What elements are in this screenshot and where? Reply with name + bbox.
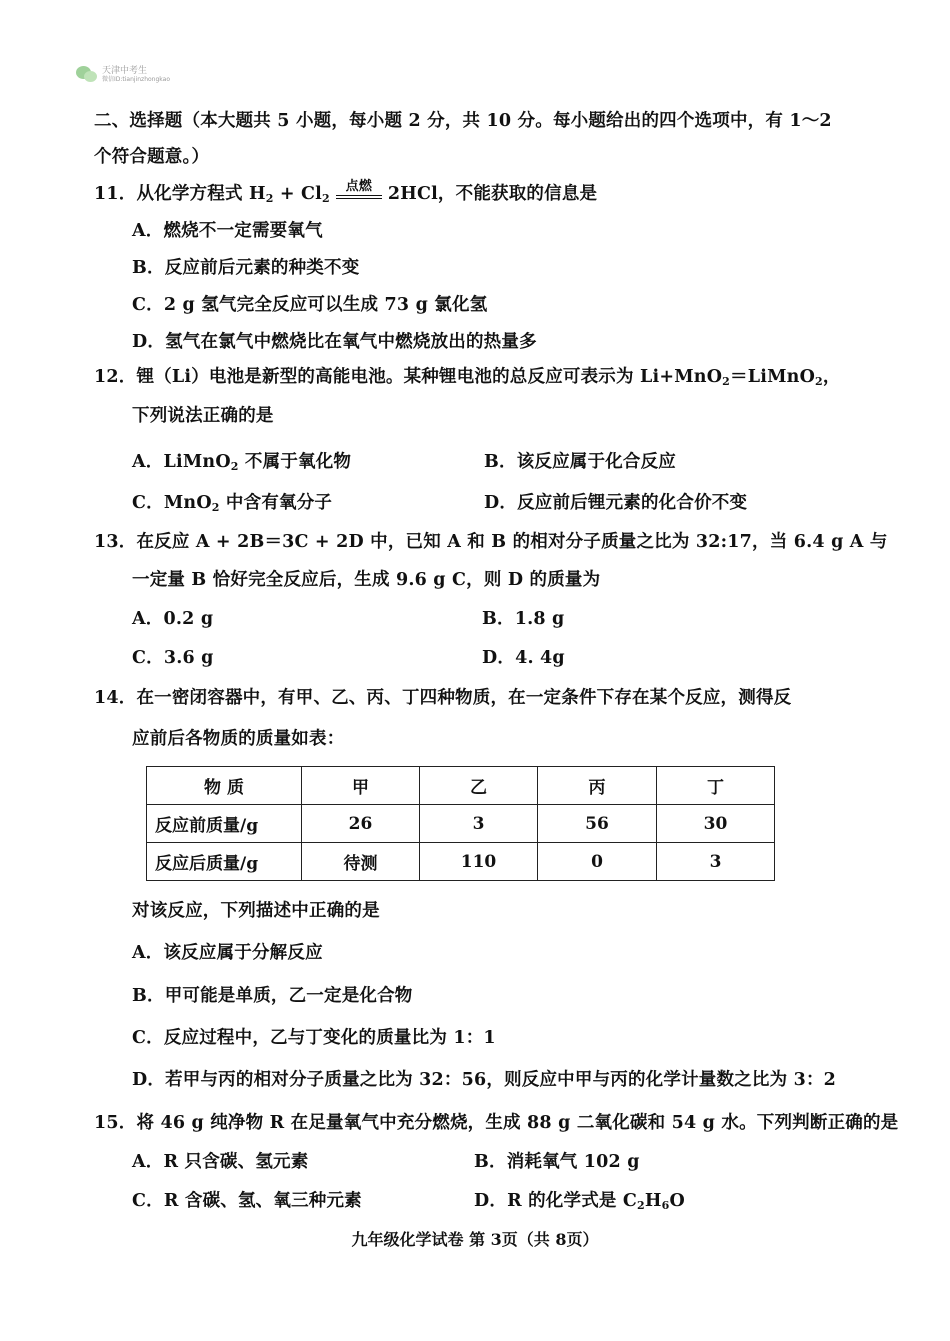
watermark-title: 天津中考生	[102, 66, 148, 77]
q12-option-a: A．LiMnO$_2$ 不属于氧化物	[132, 452, 352, 473]
table-cell: 待测	[302, 843, 420, 881]
q14-option-c: C．反应过程中，乙与丁变化的质量比为 1：1	[132, 1028, 496, 1048]
table-header-row	[147, 767, 775, 805]
q14-option-d: D．若甲与丙的相对分子质量之比为 32：56，则反应中甲与丙的化学计量数之比为 3：2	[132, 1070, 837, 1090]
chat-bubble-icon	[76, 66, 98, 84]
mass-table	[146, 766, 775, 881]
q12-option-b: B．该反应属于化合反应	[484, 452, 676, 472]
table-row	[147, 805, 775, 843]
table-header-cell: 物 质	[147, 767, 302, 805]
table-cell: 56	[538, 805, 657, 843]
table-header-cell: 丙	[538, 767, 657, 805]
question-13-stem: 13．在反应 A + 2B＝3C + 2D 中，已知 A 和 B 的相对分子质量之比为 32:17，当 6.4 g A 与	[94, 532, 888, 552]
table-cell: 30	[657, 805, 775, 843]
question-14-stem-line2: 应前后各物质的质量如表：	[132, 729, 345, 749]
question-14-stem-2: 对该反应，下列描述中正确的是	[132, 901, 380, 921]
section-header-line1: 二、选择题（本大题共 5 小题，每小题 2 分，共 10 分。每小题给出的四个选项中，有 1～2	[94, 111, 832, 131]
q11-option-d: D．氢气在氯气中燃烧比在氧气中燃烧放出的热量多	[132, 332, 537, 352]
table-cell: 0	[538, 843, 657, 881]
table-cell: 3	[420, 805, 538, 843]
q13-option-a: A．0.2 g	[132, 609, 214, 629]
question-14-stem: 14．在一密闭容器中，有甲、乙、丙、丁四种物质，在一定条件下存在某个反应，测得反	[94, 688, 792, 708]
q15-option-d: D．R 的化学式是 $C_2H_6O$	[474, 1191, 685, 1212]
table-row-label: 反应前质量/g	[147, 805, 302, 843]
q14-option-a: A．该反应属于分解反应	[132, 943, 323, 963]
table-cell: 110	[420, 843, 538, 881]
q12-option-d: D．反应前后锂元素的化合价不变	[484, 493, 748, 513]
q11-option-a: A．燃烧不一定需要氧气	[132, 221, 323, 241]
q11-option-c: C．2 g 氢气完全反应可以生成 73 g 氯化氢	[132, 295, 488, 315]
reaction-arrow	[336, 178, 382, 206]
question-12-stem: 12．锂（Li）电池是新型的高能电池。某种锂电池的总反应可表示为 Li+MnO$_2$＝LiMnO$_2$，	[94, 367, 841, 388]
table-cell: 26	[302, 805, 420, 843]
table-row-label: 反应后质量/g	[147, 843, 302, 881]
question-13-stem-line2: 一定量 B 恰好完全反应后，生成 9.6 g C，则 D 的质量为	[132, 570, 601, 590]
section-header-line2: 个符合题意。）	[94, 147, 210, 167]
reaction-condition: 点燃	[345, 178, 373, 194]
table-header-cell: 乙	[420, 767, 538, 805]
q13-option-d: D．4. 4g	[482, 648, 565, 668]
question-12-stem-line2: 下列说法正确的是	[132, 406, 274, 426]
question-11-stem: 11．从化学方程式 $H_2 + Cl_2$ 点燃 2HCl，不能获取的信息是	[94, 183, 597, 206]
table-header-cell: 丁	[657, 767, 775, 805]
table-cell: 3	[657, 843, 775, 881]
q11-option-b: B．反应前后元素的种类不变	[132, 258, 360, 278]
q12-option-c: C．MnO$_2$ 中含有氧分子	[132, 493, 333, 514]
q15-option-a: A．R 只含碳、氢元素	[132, 1152, 309, 1172]
watermark	[76, 66, 170, 84]
watermark-id: 微信ID:tianjinzhongkao	[102, 75, 170, 83]
q15-option-b: B．消耗氧气 102 g	[474, 1152, 640, 1172]
q14-option-b: B．甲可能是单质，乙一定是化合物	[132, 986, 413, 1006]
table-row	[147, 843, 775, 881]
q13-option-b: B．1.8 g	[482, 609, 565, 629]
page-footer: 九年级化学试卷 第 3页（共 8页）	[351, 1230, 599, 1249]
q15-option-c: C．R 含碳、氢、氧三种元素	[132, 1191, 362, 1211]
q13-option-c: C．3.6 g	[132, 648, 214, 668]
table-header-cell: 甲	[302, 767, 420, 805]
question-15-stem: 15．将 46 g 纯净物 R 在足量氧气中充分燃烧，生成 88 g 二氧化碳和 54 g 水。下列判断正确的是	[94, 1113, 899, 1133]
